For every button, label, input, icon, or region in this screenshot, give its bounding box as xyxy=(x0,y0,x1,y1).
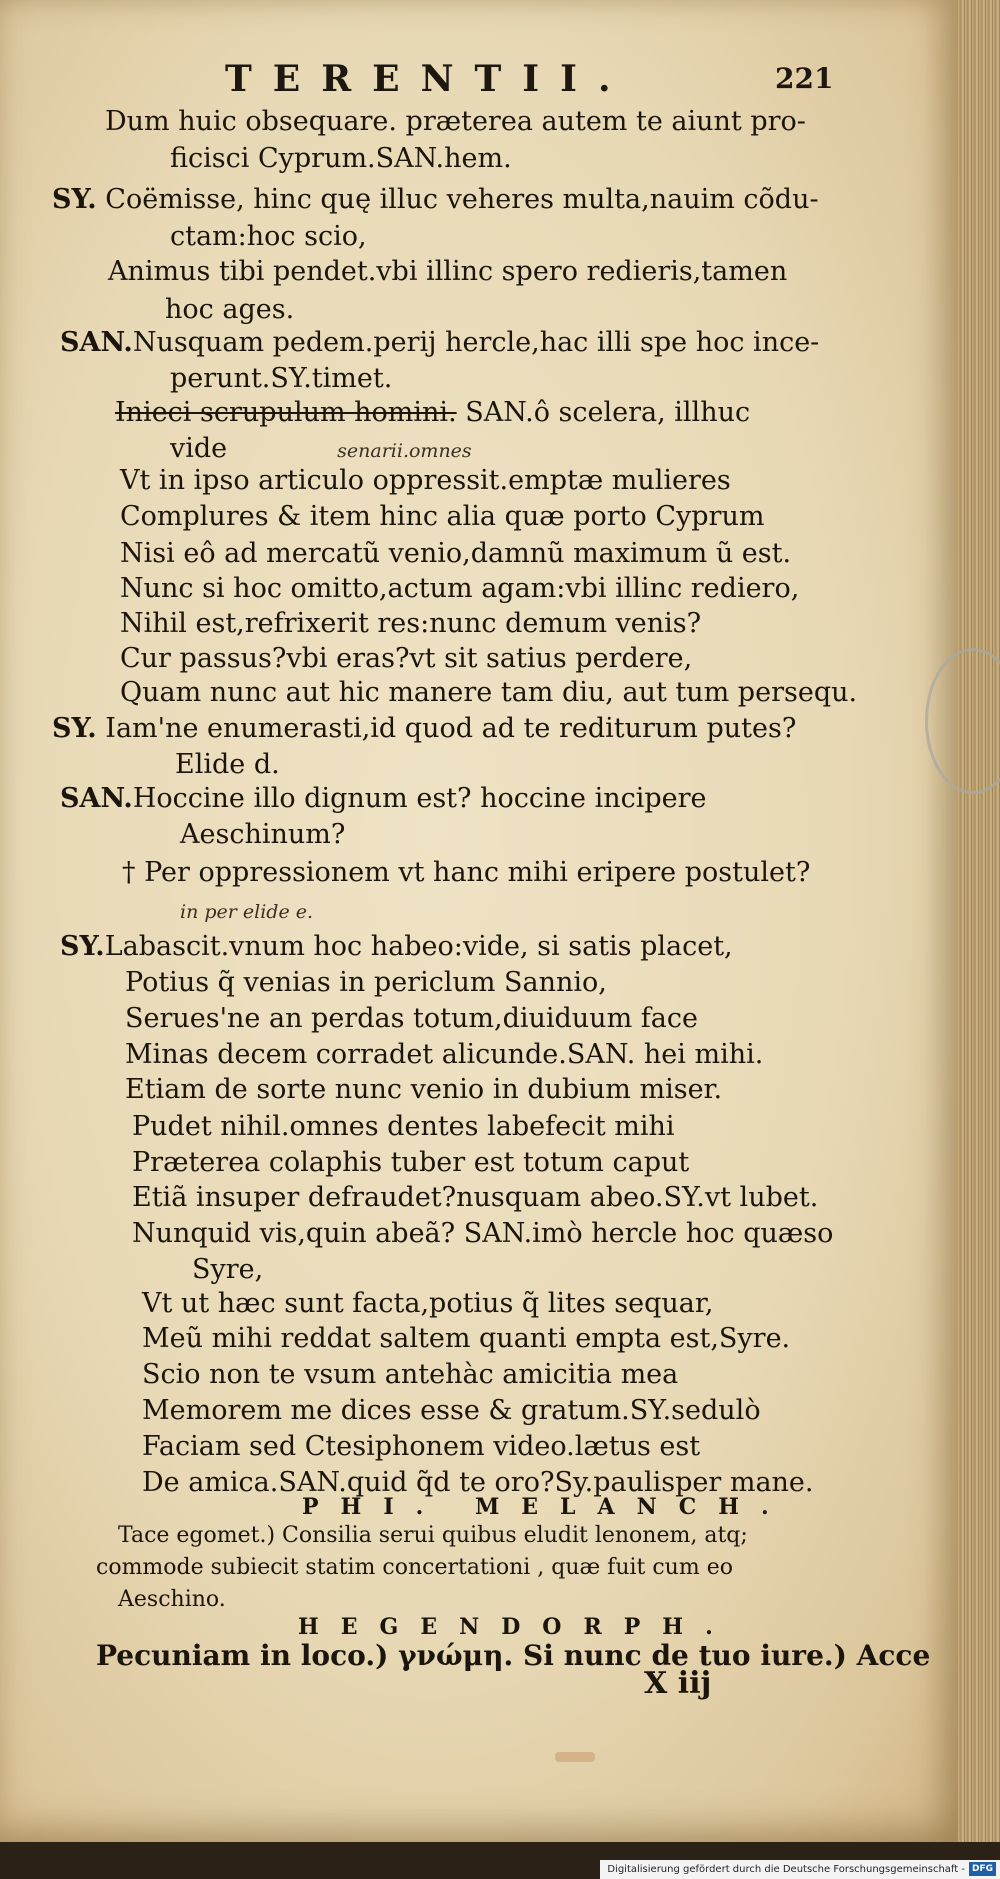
text-line: ficisci Cyprum.SAN.hem. xyxy=(170,143,512,174)
speaker-label: SY. xyxy=(52,713,97,744)
dfg-logo: DFG xyxy=(969,1862,996,1876)
commentary-heading: PHI. MELANCH. xyxy=(302,1494,791,1520)
text-line: perunt.SY.timet. xyxy=(170,363,393,394)
text-line: Vt ut hæc sunt facta,potius q̃ lites sequar, xyxy=(142,1288,714,1319)
text-line: SY. Iam'ne enumerasti,id quod ad te rediturum putes? xyxy=(52,713,797,744)
commentary-note-line: Tace egomet.) Consilia serui quibus eludit lenonem, atq; xyxy=(118,1523,748,1548)
text-line: Minas decem corradet alicunde.SAN. hei mihi. xyxy=(125,1039,764,1070)
text-line: vide senarii.omnes xyxy=(170,433,472,464)
text-line: Complures & item hinc alia quæ porto Cyprum xyxy=(120,501,765,532)
speaker-label: SAN. xyxy=(60,327,133,358)
text-line: Serues'ne an perdas totum,diuiduum face xyxy=(125,1003,698,1034)
text-line: Nihil est,refrixerit res:nunc demum venis? xyxy=(120,608,702,639)
text-line: Quam nunc aut hic manere tam diu, aut tum persequ. xyxy=(120,677,858,708)
ink-smudge xyxy=(555,1752,595,1762)
text-line: Memorem me dices esse & gratum.SY.sedulò xyxy=(142,1395,761,1426)
speaker-label: SY. xyxy=(52,184,97,215)
struck-text: Inieci scrupulum homini. xyxy=(115,397,457,428)
text-line: Cur passus?vbi eras?vt sit satius perdere, xyxy=(120,643,693,674)
text-line: hoc ages. xyxy=(165,294,295,325)
text-line: Pudet nihil.omnes dentes labefecit mihi xyxy=(132,1111,675,1142)
text-line: SAN.Nusquam pedem.perij hercle,hac illi spe hoc ince- xyxy=(60,327,820,358)
text-line: SAN.Hoccine illo dignum est? hoccine incipere xyxy=(60,783,707,814)
text-line: SY.Labascit.vnum hoc habeo:vide, si satis placet, xyxy=(60,931,733,962)
speaker-label: SY. xyxy=(60,931,105,962)
margin-note: senarii.omnes xyxy=(337,440,472,462)
text-line: Nisi eô ad mercatũ venio,damnũ maximum ũ est. xyxy=(120,538,792,569)
text-line: Aeschinum? xyxy=(180,819,346,850)
text-line: Meũ mihi reddat saltem quanti empta est,Syre. xyxy=(142,1323,791,1354)
text-line: SY. Coëmisse, hinc quę illuc veheres multa,nauim cõdu- xyxy=(52,184,819,215)
text-line: Syre, xyxy=(192,1254,264,1285)
page-edges xyxy=(958,0,1000,1842)
commentary-heading: HEGENDORPH. xyxy=(298,1614,735,1640)
text-line: De amica.SAN.quid q̃d te oro?Sy.paulisper mane. xyxy=(142,1467,814,1498)
digitization-credit xyxy=(600,1860,1000,1879)
text-line: Nunc si hoc omitto,actum agam:vbi illinc rediero, xyxy=(120,573,800,604)
credit-text: Digitalisierung gefördert durch die Deutsche Forschungsgemeinschaft - xyxy=(607,1864,965,1875)
commentary-note-line: Aeschino. xyxy=(118,1587,226,1612)
text-line: Faciam sed Ctesiphonem video.lætus est xyxy=(142,1431,701,1462)
text-line: Etiam de sorte nunc venio in dubium miser. xyxy=(125,1074,723,1105)
commentary-note-line: Pecuniam in loco.) γνώμη. Si nunc de tuo iure.) Acce xyxy=(96,1639,931,1672)
running-head xyxy=(0,52,958,102)
folio-number: 221 xyxy=(775,62,834,95)
text-line: Scio non te vsum antehàc amicitia mea xyxy=(142,1359,679,1390)
text-line: Elide d. xyxy=(175,749,280,780)
text-line: Etiã insuper defraudet?nusquam abeo.SY.vt lubet. xyxy=(132,1182,819,1213)
text-line: in per elide e. xyxy=(180,901,314,923)
speaker-label: SAN. xyxy=(60,783,133,814)
commentary-note-line: commode subiecit statim concertationi , quæ fuit cum eo xyxy=(96,1555,733,1580)
text-line: † Per oppressionem vt hanc mihi eripere postulet? xyxy=(122,857,811,888)
text-line: Dum huic obsequare. præterea autem te aiunt pro- xyxy=(105,106,806,137)
text-line: Inieci scrupulum homini. SAN.ô scelera, illhuc xyxy=(115,397,751,428)
text-line: ctam:hoc scio, xyxy=(170,221,367,252)
text-line: Præterea colaphis tuber est totum caput xyxy=(132,1147,690,1178)
text-line: Vt in ipso articulo oppressit.emptæ mulieres xyxy=(120,465,731,496)
running-head-title: TERENTII. xyxy=(225,58,632,100)
text-line: Animus tibi pendet.vbi illinc spero redieris,tamen xyxy=(108,256,788,287)
text-line: Potius q̃ venias in periclum Sannio, xyxy=(125,967,607,998)
signature-mark: X iij xyxy=(644,1666,712,1701)
text-line: Nunquid vis,quin abeã? SAN.imò hercle hoc quæso xyxy=(132,1218,834,1249)
